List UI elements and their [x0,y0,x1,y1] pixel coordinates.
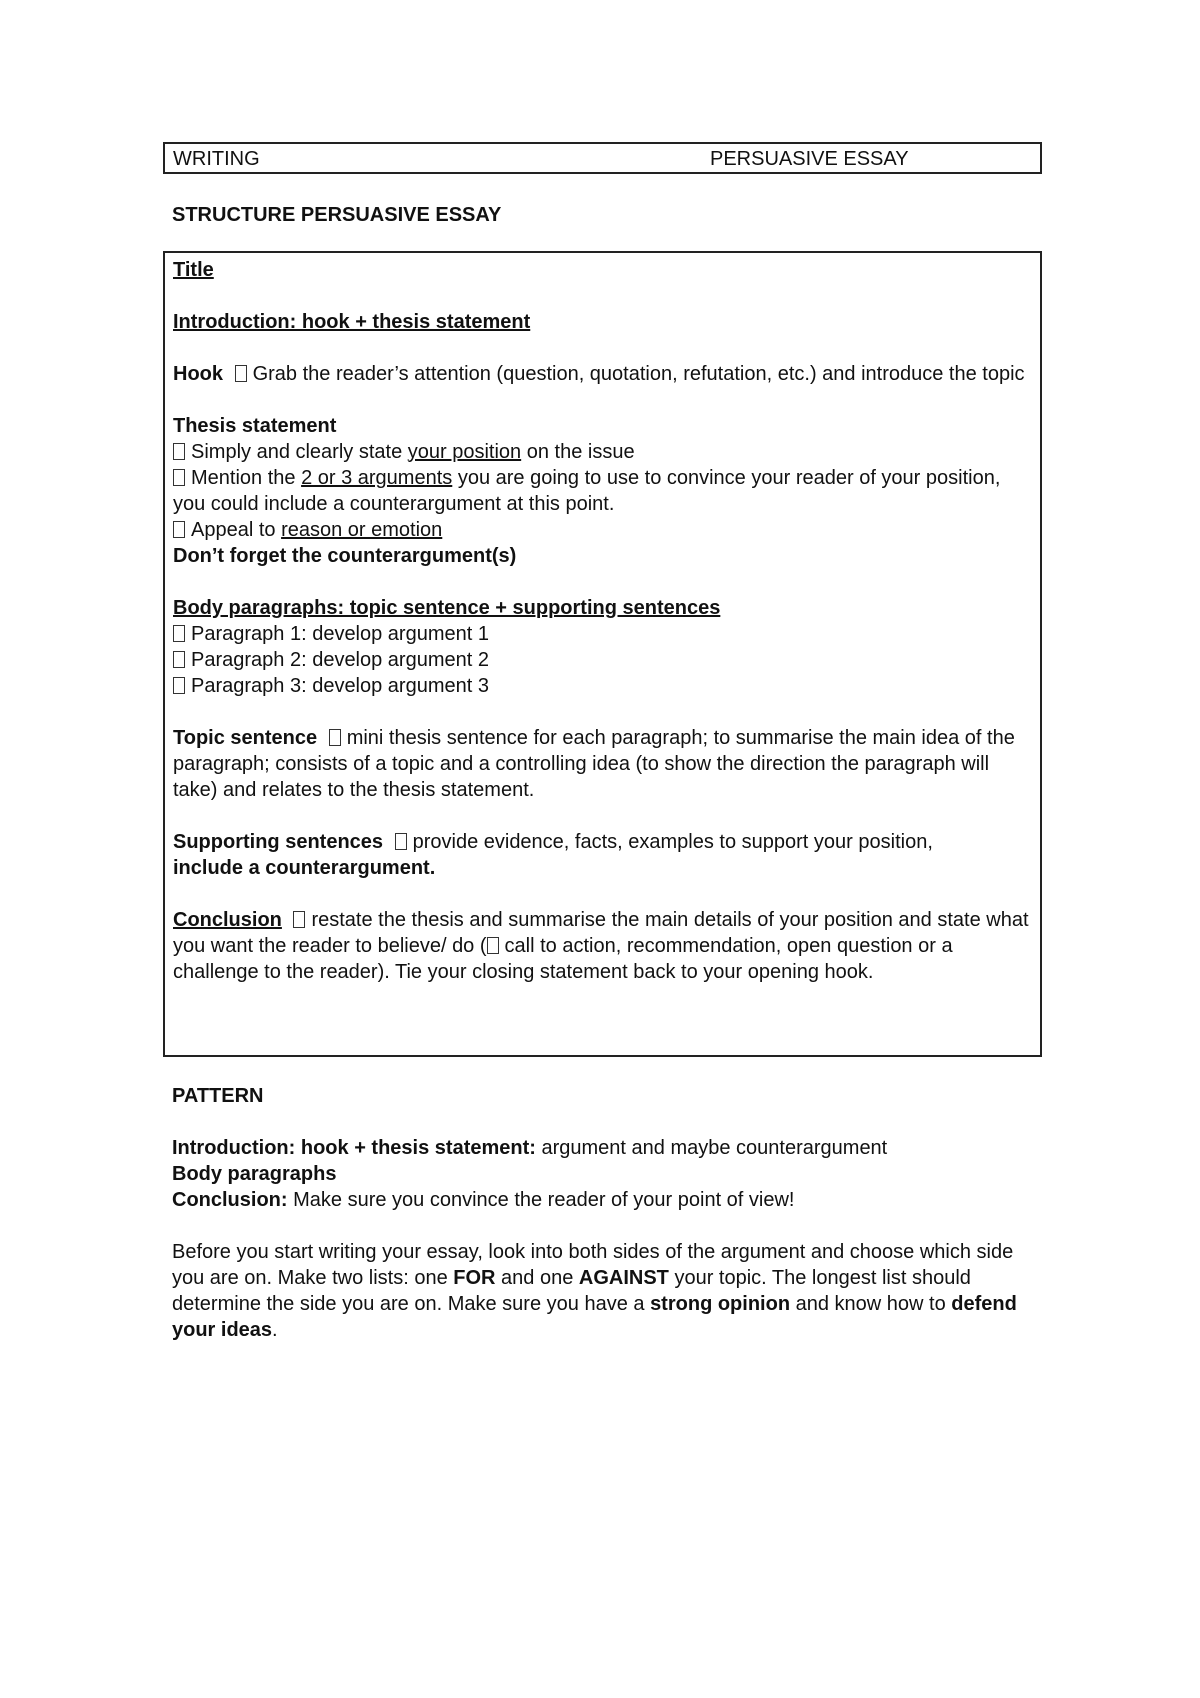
bullet-symbol-icon [173,443,185,460]
arrow-symbol-icon [395,833,407,850]
pattern-section [172,1083,1032,1343]
thesis-1-text: Simply and clearly state [191,441,408,463]
supporting-sentences-label: Supporting sentences [173,831,384,853]
supporting-sentences-emphasis: include a counterargument. [173,857,436,879]
topic-sentence-label: Topic sentence [173,727,318,749]
paragraph-item-3 [173,673,1032,699]
thesis-2-text: Mention the [191,467,302,489]
thesis-3-text: Appeal to [191,519,282,541]
hook-paragraph [173,361,1032,387]
bullet-symbol-icon [173,651,185,668]
advice-strong-opinion: strong opinion [650,1293,791,1315]
body-paragraphs-heading: Body paragraphs: topic sentence + supporting sentences [173,597,721,619]
pattern-introduction [172,1135,1032,1161]
conclusion-text-1: restate the thesis and summarise the main details of your position and state what you want the reader to believe/ do ( [173,909,1029,957]
supporting-sentences-text: provide evidence, facts, examples to support your position, [412,831,933,853]
topic-sentence-paragraph [173,725,1032,803]
arrow-symbol-icon [293,911,305,928]
thesis-1-end: on the issue [521,441,635,463]
bullet-symbol-icon [173,677,185,694]
advice-text-2: and one [495,1267,579,1289]
advice-text-1: Before you start writing your essay, look into both sides of the argument and choose which side you are on. Make two lists: one [172,1241,1014,1289]
thesis-2-underlined: 2 or 3 arguments [301,467,453,489]
pattern-heading: PATTERN [172,1085,264,1107]
thesis-label: Thesis statement [173,415,337,437]
title-label: Title [173,259,214,281]
advice-against: AGAINST [578,1267,669,1289]
advice-text-4: and know how to [790,1293,952,1315]
paragraph-1-text: Paragraph 1: develop argument 1 [191,623,489,645]
thesis-point-2 [173,465,1032,517]
header-subject: WRITING [173,148,260,170]
thesis-2-end: you are going to use to convince your reader of your position, you could include a counterargument at this point. [173,467,1001,515]
advice-text-5: . [272,1319,278,1341]
advice-paragraph [172,1239,1032,1343]
paragraph-item-1 [173,621,1032,647]
hook-label: Hook [173,363,223,385]
conclusion-label: Conclusion [173,909,282,931]
header-topic: PERSUASIVE ESSAY [710,148,909,170]
paragraph-3-text: Paragraph 3: develop argument 3 [191,675,489,697]
header-box [163,142,1042,174]
structure-heading: STRUCTURE PERSUASIVE ESSAY [172,204,502,226]
arrow-symbol-icon [329,729,341,746]
pattern-conclusion-label: Conclusion: [172,1189,288,1211]
pattern-introduction-text: argument and maybe counterargument [535,1137,888,1159]
pattern-body-label: Body paragraphs [172,1163,337,1185]
counterargument-reminder: Don’t forget the counterargument(s) [173,545,517,567]
paragraph-2-text: Paragraph 2: develop argument 2 [191,649,489,671]
thesis-point-3 [173,517,1032,543]
arrow-symbol-icon [487,937,499,954]
pattern-conclusion [172,1187,1032,1213]
supporting-sentences-paragraph [173,829,1032,881]
structure-box [163,251,1042,1057]
topic-sentence-text: mini thesis sentence for each paragraph; to summarise the main idea of the paragraph; consists of a topic and a controlling idea (to show the direction the paragraph will take) and relates to the thesis statement. [173,727,1015,801]
bullet-symbol-icon [173,521,185,538]
advice-text-3: your topic. The longest list should determine the side you are on. Make sure you have a [172,1267,971,1315]
advice-defend-ideas: defend your ideas [172,1293,1017,1341]
bullet-symbol-icon [173,625,185,642]
conclusion-text-2: call to action, recommendation, open question or a challenge to the reader). Tie your closing statement back to your opening hook. [173,935,953,983]
hook-text: Grab the reader’s attention (question, quotation, refutation, etc.) and introduce the topic [252,363,1025,385]
arrow-symbol-icon [235,365,247,382]
pattern-conclusion-text: Make sure you convince the reader of your point of view! [287,1189,795,1211]
thesis-1-underlined: your position [407,441,522,463]
advice-for: FOR [453,1267,496,1289]
thesis-3-underlined: reason or emotion [281,519,443,541]
pattern-introduction-label: Introduction: hook + thesis statement: [172,1137,536,1159]
paragraph-item-2 [173,647,1032,673]
conclusion-paragraph [173,907,1032,985]
bullet-symbol-icon [173,469,185,486]
introduction-heading: Introduction: hook + thesis statement [173,311,531,333]
thesis-point-1 [173,439,1032,465]
